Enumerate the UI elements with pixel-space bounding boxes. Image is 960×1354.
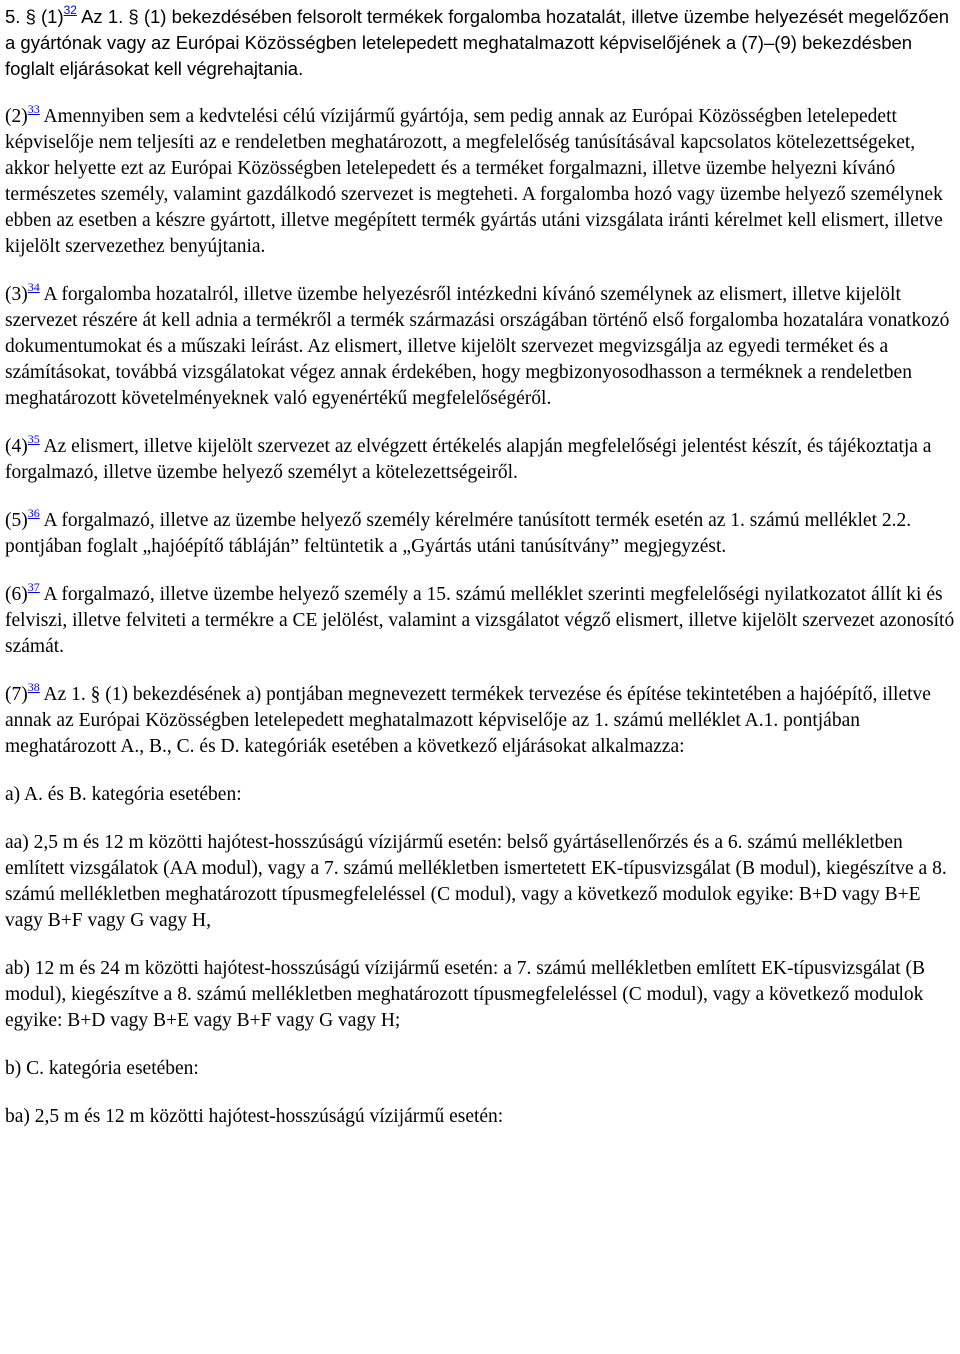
paragraph-text: Az 1. § (1) bekezdésének a) pontjában megnevezett termékek tervezése és építése tekintetében a hajóépítő, illetve annak az Európai Közösségben letelepedett meghatalmazott képviselője az 1. számú melléklet A.1. pontjában meghatározott A., B., C. és D. kategóriák esetében a következő eljárásokat alkalmazza: — [5, 684, 931, 757]
section-prefix: (5) — [5, 510, 28, 531]
list-item-a: a) A. és B. kategória esetében: — [5, 784, 242, 805]
list-item-b: b) C. kategória esetében: — [5, 1058, 199, 1079]
paragraph-text-b: A forgalomba hozó vagy üzembe helyező személynek ebben az esetben a készre gyártott, illetve megépített termék gyártás utáni vizsgálata iránti kérelmet kell elismert, illetve kijelölt szervezethez benyújtania. — [5, 184, 943, 257]
footnote-link-37[interactable]: 37 — [27, 580, 40, 594]
paragraph-text-a: Amennyiben sem a kedvtelési célú vízijármű gyártója, sem pedig annak az Európai Közösségben letelepedett képviselője nem teljesíti az e rendeletben meghatározott, a megfelelőség tanúsításával kapcsolatos kötelezettségeket, akkor helyette ezt az Európai Közösségben letelepedett és a terméket forgalmazni, illetve üzembe helyezni kívánó természetes személy, valamint gazdálkodó szervezet is megteheti. — [5, 106, 916, 205]
section-prefix: (2) — [5, 106, 28, 127]
footnote-ref-34 — [28, 280, 40, 294]
paragraph-5 — [5, 508, 957, 560]
section-prefix: (4) — [5, 436, 28, 457]
paragraph-6 — [5, 582, 957, 660]
document-page — [5, 4, 957, 1152]
paragraph-5-1 — [5, 4, 957, 82]
paragraph-text: Az 1. § (1) bekezdésében felsorolt termékek forgalomba hozatalát, illetve üzembe helyezését megelőzően a gyártónak vagy az Európai Közösségben letelepedett meghatalmazott képviselőjének a (7)–(9) bekezdésben foglalt eljárásokat kell végrehajtania. — [5, 6, 950, 79]
section-prefix: (6) — [5, 584, 28, 605]
footnote-ref-32 — [64, 3, 77, 17]
footnote-ref-37 — [28, 580, 40, 594]
list-item-aa: aa) 2,5 m és 12 m közötti hajótest-hosszúságú vízijármű esetén: belső gyártásellenőrzés és a 6. számú mellékletben említett vizsgálatok (AA modul), vagy a 7. számú mellékletben ismertetett EK-típusvizsgálat (B modul), kiegészítve a 8. számú mellékletben meghatározott típusmegfeleléssel (C modul), vagy a következő modulok egyike: B+D vagy B+E vagy B+F vagy G vagy H, — [5, 832, 947, 931]
list-item-ba: ba) 2,5 m és 12 m közötti hajótest-hosszúságú vízijármű esetén: — [5, 1106, 504, 1127]
section-prefix: (3) — [5, 284, 28, 305]
footnote-link-38[interactable]: 38 — [27, 680, 40, 694]
footnote-link-34[interactable]: 34 — [27, 280, 40, 294]
paragraph-7 — [5, 682, 957, 760]
footnote-link-32[interactable]: 32 — [63, 3, 77, 17]
footnote-ref-36 — [28, 506, 40, 520]
footnote-ref-35 — [28, 432, 40, 446]
paragraph-4 — [5, 434, 957, 486]
footnote-ref-33 — [28, 102, 40, 116]
paragraph-text-a: A forgalomba hozatalról, illetve üzembe helyezésről intézkedni kívánó személynek az elismert, illetve kijelölt szervezet részére át kell adnia a termékről a termék származási országában történő első forgalomba hozatalára vonatkozó dokumentumokat és a műszaki leírást. — [5, 284, 950, 357]
footnote-link-35[interactable]: 35 — [27, 432, 40, 446]
footnote-ref-38 — [28, 680, 40, 694]
list-item-ab: ab) 12 m és 24 m közötti hajótest-hosszúságú vízijármű esetén: a 7. számú mellékletben említett EK-típusvizsgálat (B modul), kiegészítve a 8. számú mellékletben meghatározott típusmegfeleléssel (C modul), vagy a következő modulok egyike: B+D vagy B+E vagy B+F vagy G vagy H; — [5, 958, 926, 1031]
paragraph-text: A forgalmazó, illetve üzembe helyező személy a 15. számú melléklet szerinti megfelelőségi nyilatkozatot állít ki és felviszi, illetve felviteti a termékre a CE jelölést, valamint a vizsgálatot végző elismert, illetve kijelölt szervezet azonosító számát. — [5, 584, 955, 657]
footnote-link-36[interactable]: 36 — [27, 506, 40, 520]
section-prefix: 5. § (1) — [5, 6, 64, 27]
footnote-link-33[interactable]: 33 — [27, 102, 40, 116]
paragraph-2 — [5, 104, 957, 260]
paragraph-text: Az elismert, illetve kijelölt szervezet az elvégzett értékelés alapján megfelelőségi jelentést készít, és tájékoztatja a forgalmazó, illetve üzembe helyező személyt a kötelezettségeiről. — [5, 436, 932, 483]
paragraph-text-b: Az elismert, illetve kijelölt szervezet megvizsgálja az egyedi terméket és a számításokat, továbbá vizsgálatokat végez annak érdekében, hogy megbizonyosodhasson a terméknek a rendeletben meghatározott követelményeknek való egyenértékű megfelelőségéről. — [5, 336, 912, 409]
section-prefix: (7) — [5, 684, 28, 705]
paragraph-text: A forgalmazó, illetve az üzembe helyező személy kérelmére tanúsított termék esetén az 1. számú melléklet 2.2. pontjában foglalt „hajóépítő tábláján” feltüntetik a „Gyártás utáni tanúsítvány” megjegyzést. — [5, 510, 912, 557]
paragraph-3 — [5, 282, 957, 412]
